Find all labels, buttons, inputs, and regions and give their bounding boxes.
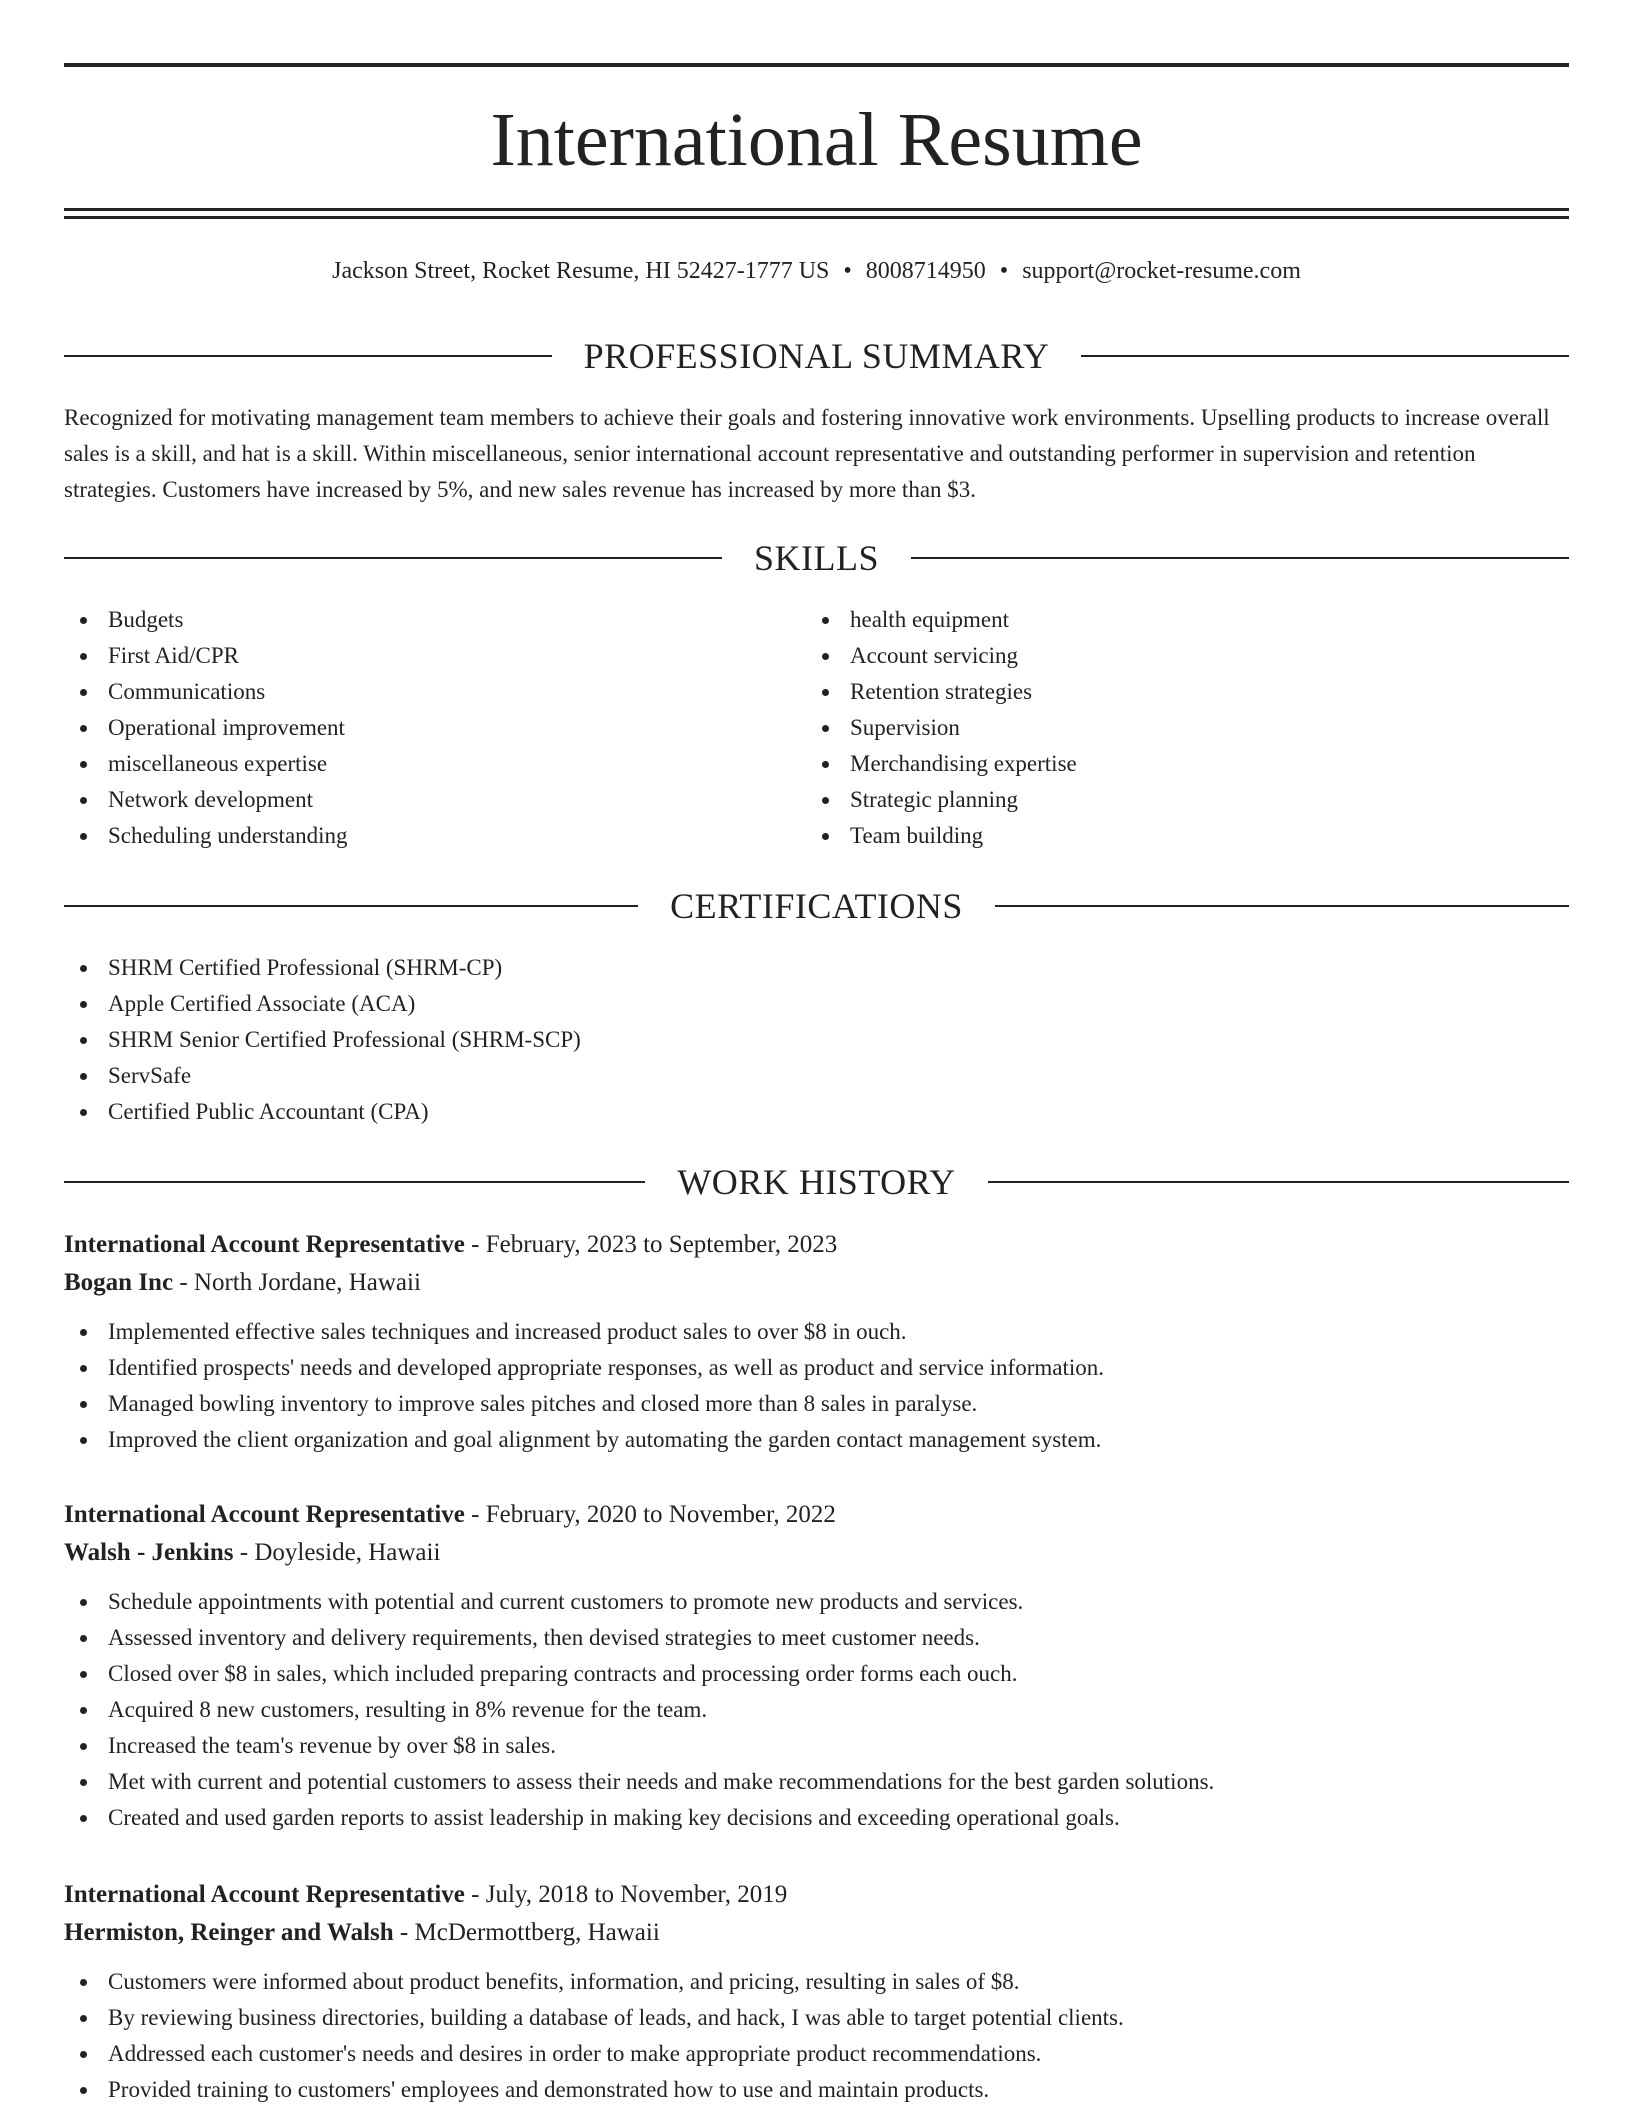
contact-line [64,254,1569,288]
list-item: Met with current and potential customers to assess their needs and make recommendations for the best garden solutions. [64,1764,1569,1800]
job-dates: - July, 2018 to November, 2019 [464,1881,788,1908]
heading-rule-right [995,905,1569,907]
skills-list-left [64,602,764,854]
list-item: Supervision [806,710,1506,746]
list-item: Customers were informed about product benefits, information, and pricing, resulting in sales of $8. [64,1964,1569,2000]
heading-rule-left [64,355,552,357]
section-heading-certifications [64,884,1569,928]
job-location: - North Jordane, Hawaii [173,1269,421,1296]
list-item: Certified Public Accountant (CPA) [64,1094,1569,1130]
job-company: Hermiston, Reinger and Walsh [64,1919,394,1946]
section-heading-skills [64,536,1569,580]
list-item: Network development [64,782,764,818]
job-entry [64,1226,1569,1458]
list-item: health equipment [806,602,1506,638]
job-company-line [64,1264,1569,1302]
job-location: - McDermottberg, Hawaii [393,1919,660,1946]
summary-paragraph: Recognized for motivating management team members to achieve their goals and fostering innovative work environments. Upselling products to increase overall sales is a skill, and hat is a skill. Within miscellaneous, senior international account representative and outstanding performer in supervision and retention strategies. Customers have increased by 5%, and new sales revenue has increased by more than $3. [64,405,1550,502]
job-dates: - February, 2023 to September, 2023 [464,1231,838,1258]
job-title-line [64,1876,1569,1914]
job-location: - Doyleside, Hawaii [233,1539,441,1566]
certifications-list [64,950,1569,1130]
section-heading-summary [64,334,1569,378]
heading-rule-right [911,557,1569,559]
list-item: Merchandising expertise [806,746,1506,782]
contact-email: support@rocket-resume.com [1022,258,1301,284]
certifications-block [64,950,1569,1130]
list-item: Budgets [64,602,764,638]
section-title: SKILLS [754,538,880,578]
list-item: Provided training to customers' employees and demonstrated how to use and maintain products. [64,2072,1569,2108]
section-title: PROFESSIONAL SUMMARY [583,336,1050,376]
list-item: Account servicing [806,638,1506,674]
list-item: Operational improvement [64,710,764,746]
bullet-separator: • [999,258,1009,284]
heading-rule-left [64,905,638,907]
job-company: Walsh - Jenkins [64,1539,234,1566]
list-item: Increased the team's revenue by over $8 in sales. [64,1728,1569,1764]
list-item: SHRM Senior Certified Professional (SHRM-SCP) [64,1022,1569,1058]
heading-rule-right [1081,355,1569,357]
skills-list-right [806,602,1506,854]
title-rule-upper [64,208,1569,211]
job-title: International Account Representative [64,1881,465,1908]
job-title-line [64,1226,1569,1264]
list-item: miscellaneous expertise [64,746,764,782]
job-bullets [64,1964,1569,2108]
list-item: Communications [64,674,764,710]
job-company-line [64,1914,1569,1952]
job-company: Bogan Inc [64,1269,174,1296]
section-title: CERTIFICATIONS [670,886,963,926]
job-title-line [64,1496,1569,1534]
list-item: Scheduling understanding [64,818,764,854]
skills-column-left [64,602,764,854]
job-entry [64,1496,1569,1836]
title-rule-lower [64,216,1569,219]
contact-address: Jackson Street, Rocket Resume, HI 52427-1777 US [332,258,830,284]
heading-rule-left [64,1181,645,1183]
top-rule [64,63,1569,67]
heading-rule-right [988,1181,1569,1183]
page-title: International Resume [490,98,1143,182]
list-item: Team building [806,818,1506,854]
skills-column-right [806,602,1506,854]
list-item: Strategic planning [806,782,1506,818]
list-item: Addressed each customer's needs and desires in order to make appropriate product recommendations. [64,2036,1569,2072]
list-item: ServSafe [64,1058,1569,1094]
job-company-line [64,1534,1569,1572]
job-entry [64,1876,1569,2108]
list-item: Created and used garden reports to assist leadership in making key decisions and exceeding operational goals. [64,1800,1569,1836]
list-item: Implemented effective sales techniques and increased product sales to over $8 in ouch. [64,1314,1569,1350]
list-item: Closed over $8 in sales, which included preparing contracts and processing order forms each ouch. [64,1656,1569,1692]
section-heading-work [64,1160,1569,1204]
list-item: Managed bowling inventory to improve sales pitches and closed more than 8 sales in paralyse. [64,1386,1569,1422]
list-item: By reviewing business directories, building a database of leads, and hack, I was able to target potential clients. [64,2000,1569,2036]
list-item: First Aid/CPR [64,638,764,674]
list-item: Assessed inventory and delivery requirements, then devised strategies to meet customer needs. [64,1620,1569,1656]
list-item: Acquired 8 new customers, resulting in 8% revenue for the team. [64,1692,1569,1728]
list-item: SHRM Certified Professional (SHRM-CP) [64,950,1569,986]
heading-rule-left [64,557,722,559]
list-item: Schedule appointments with potential and current customers to promote new products and services. [64,1584,1569,1620]
job-title: International Account Representative [64,1231,465,1258]
job-title: International Account Representative [64,1501,465,1528]
job-dates: - February, 2020 to November, 2022 [464,1501,836,1528]
list-item: Improved the client organization and goal alignment by automating the garden contact management system. [64,1422,1569,1458]
job-bullets [64,1584,1569,1836]
bullet-separator: • [843,258,852,284]
list-item: Retention strategies [806,674,1506,710]
list-item: Apple Certified Associate (ACA) [64,986,1569,1022]
job-bullets [64,1314,1569,1458]
contact-phone: 8008714950 [865,258,986,284]
list-item: Identified prospects' needs and developed appropriate responses, as well as product and service information. [64,1350,1569,1386]
section-title: WORK HISTORY [677,1162,956,1202]
